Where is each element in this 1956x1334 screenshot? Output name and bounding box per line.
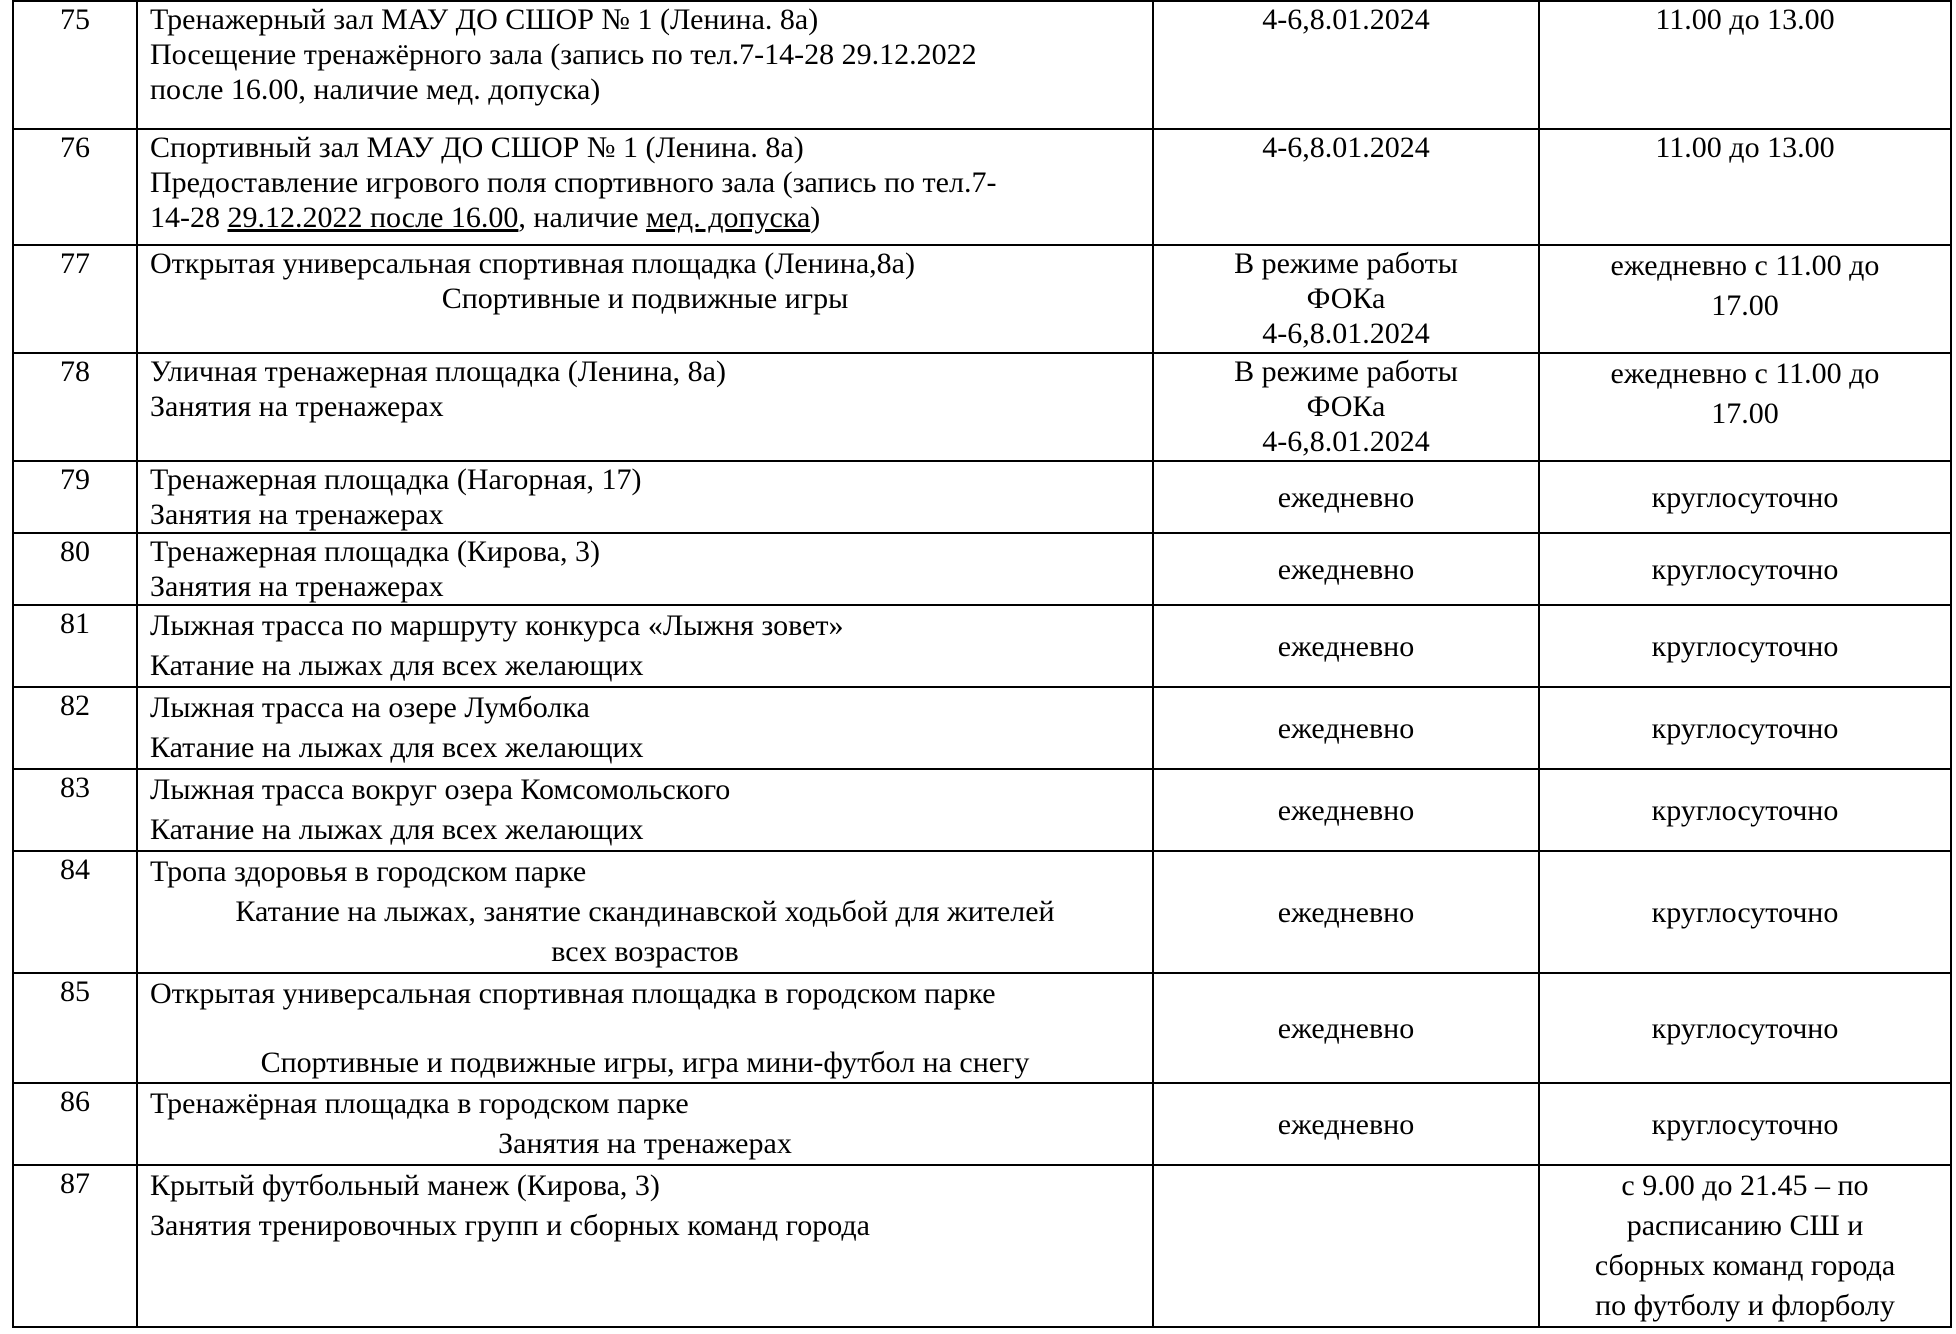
schedule-document (12, 0, 1950, 1328)
time-cell: круглосуточно (1539, 1083, 1951, 1165)
activity-description: всех возрастов (551, 935, 739, 968)
table-row (13, 1083, 1951, 1165)
table-row (13, 973, 1951, 1083)
time-line: с 9.00 до 21.45 – по (1621, 1169, 1869, 1202)
facility-title: Тренажерная площадка (Нагорная, 17) (150, 463, 642, 496)
dates-cell: ежедневно (1153, 687, 1539, 769)
activity-description: Катание на лыжах для всех желающих (150, 813, 644, 846)
dates-cell: ежедневно (1153, 973, 1539, 1083)
activity-description: Спортивные и подвижные игры (441, 282, 849, 315)
facility-cell (137, 533, 1153, 605)
row-number: 76 (13, 129, 137, 245)
dates-line: ФОКа (1306, 390, 1386, 423)
table-row (13, 769, 1951, 851)
row-number: 84 (13, 851, 137, 973)
activity-description: Катание на лыжах для всех желающих (150, 649, 644, 682)
activity-description: Занятия на тренажерах (498, 1127, 792, 1160)
dates-cell: ежедневно (1153, 769, 1539, 851)
time-cell: 11.00 до 13.00 (1539, 1, 1951, 129)
facility-cell (137, 851, 1153, 973)
facility-cell (137, 605, 1153, 687)
dates-line: В режиме работы (1234, 355, 1458, 388)
facility-cell (137, 1083, 1153, 1165)
facility-cell (137, 461, 1153, 533)
dates-line: 4-6,8.01.2024 (1262, 425, 1430, 458)
time-cell: 11.00 до 13.00 (1539, 129, 1951, 245)
time-line: расписанию СШ и (1626, 1209, 1864, 1242)
dates-cell: ежедневно (1153, 1083, 1539, 1165)
facility-cell (137, 129, 1153, 245)
row-number: 77 (13, 245, 137, 353)
activity-description: Занятия тренировочных групп и сборных команд города (150, 1209, 870, 1242)
description-text: 14-28 (150, 201, 228, 234)
table-row (13, 129, 1951, 245)
time-cell: круглосуточно (1539, 687, 1951, 769)
time-cell: круглосуточно (1539, 533, 1951, 605)
dates-cell: ежедневно (1153, 533, 1539, 605)
facility-title: Тропа здоровья в городском парке (150, 855, 587, 888)
facility-cell (137, 1, 1153, 129)
table-row (13, 461, 1951, 533)
row-number: 87 (13, 1165, 137, 1327)
facility-title: Лыжная трасса по маршруту конкурса «Лыжня зовет» (150, 609, 844, 642)
dates-cell (1153, 353, 1539, 461)
description-text: ) (810, 201, 821, 234)
row-number: 82 (13, 687, 137, 769)
activity-description: после 16.00, наличие мед. допуска) (150, 73, 601, 106)
time-line: сборных команд города (1594, 1249, 1896, 1282)
facility-title: Тренажерная площадка (Кирова, 3) (150, 535, 600, 568)
table-row (13, 605, 1951, 687)
facility-cell (137, 353, 1153, 461)
dates-cell: ежедневно (1153, 851, 1539, 973)
table-row (13, 353, 1951, 461)
dates-line: ФОКа (1306, 282, 1386, 315)
facility-cell (137, 245, 1153, 353)
table-row (13, 687, 1951, 769)
activity-description: Занятия на тренажерах (150, 498, 444, 531)
schedule-table (12, 0, 1952, 1328)
row-number: 79 (13, 461, 137, 533)
time-line: ежедневно с 11.00 до (1610, 249, 1880, 282)
activity-description: Занятия на тренажерах (150, 390, 444, 423)
underlined-text: 29.12.2022 после 16.00 (227, 201, 519, 234)
time-cell: круглосуточно (1539, 605, 1951, 687)
activity-description: Посещение тренажёрного зала (запись по тел.7-14-28 29.12.2022 (150, 38, 977, 71)
time-cell: круглосуточно (1539, 461, 1951, 533)
description-text: , наличие (518, 201, 647, 234)
row-number: 85 (13, 973, 137, 1083)
facility-cell (137, 769, 1153, 851)
row-number: 80 (13, 533, 137, 605)
time-cell: круглосуточно (1539, 973, 1951, 1083)
row-number: 78 (13, 353, 137, 461)
dates-cell: 4-6,8.01.2024 (1153, 1, 1539, 129)
table-row (13, 851, 1951, 973)
time-line: ежедневно с 11.00 до (1610, 357, 1880, 390)
facility-title: Открытая универсальная спортивная площадка (Ленина,8а) (150, 247, 915, 280)
dates-line: 4-6,8.01.2024 (1262, 317, 1430, 350)
dates-cell: ежедневно (1153, 461, 1539, 533)
underlined-text: мед. допуска (646, 201, 811, 234)
row-number: 86 (13, 1083, 137, 1165)
time-cell (1539, 353, 1951, 461)
time-cell: круглосуточно (1539, 769, 1951, 851)
time-cell: круглосуточно (1539, 851, 1951, 973)
facility-title: Лыжная трасса на озере Лумболка (150, 691, 590, 724)
facility-title: Открытая универсальная спортивная площадка в городском парке (150, 977, 996, 1010)
facility-cell (137, 687, 1153, 769)
dates-cell (1153, 1165, 1539, 1327)
facility-title: Тренажерный зал МАУ ДО СШОР № 1 (Ленина. 8а) (150, 3, 819, 36)
activity-description: Катание на лыжах, занятие скандинавской ходьбой для жителей (235, 895, 1055, 928)
time-line: по футболу и флорболу (1595, 1289, 1895, 1322)
activity-description: Предоставление игрового поля спортивного зала (запись по тел.7- (150, 166, 997, 199)
time-line: 17.00 (1711, 397, 1779, 430)
facility-title: Спортивный зал МАУ ДО СШОР № 1 (Ленина. 8а) (150, 131, 804, 164)
row-number: 75 (13, 1, 137, 129)
activity-description: Спортивные и подвижные игры, игра мини-футбол на снегу (260, 1046, 1030, 1079)
time-line: 17.00 (1711, 289, 1779, 322)
activity-description: Занятия на тренажерах (150, 570, 444, 603)
facility-title: Крытый футбольный манеж (Кирова, 3) (150, 1169, 660, 1202)
facility-title: Лыжная трасса вокруг озера Комсомольского (150, 773, 731, 806)
dates-cell (1153, 245, 1539, 353)
table-row (13, 1165, 1951, 1327)
table-row (13, 1, 1951, 129)
facility-cell (137, 973, 1153, 1083)
activity-description (150, 200, 1140, 235)
time-cell (1539, 1165, 1951, 1327)
table-row (13, 245, 1951, 353)
dates-line: В режиме работы (1234, 247, 1458, 280)
table-row (13, 533, 1951, 605)
time-cell (1539, 245, 1951, 353)
facility-cell (137, 1165, 1153, 1327)
dates-cell: ежедневно (1153, 605, 1539, 687)
facility-title: Уличная тренажерная площадка (Ленина, 8а) (150, 355, 726, 388)
row-number: 81 (13, 605, 137, 687)
activity-description: Катание на лыжах для всех желающих (150, 731, 644, 764)
facility-title: Тренажёрная площадка в городском парке (150, 1087, 689, 1120)
row-number: 83 (13, 769, 137, 851)
dates-cell: 4-6,8.01.2024 (1153, 129, 1539, 245)
